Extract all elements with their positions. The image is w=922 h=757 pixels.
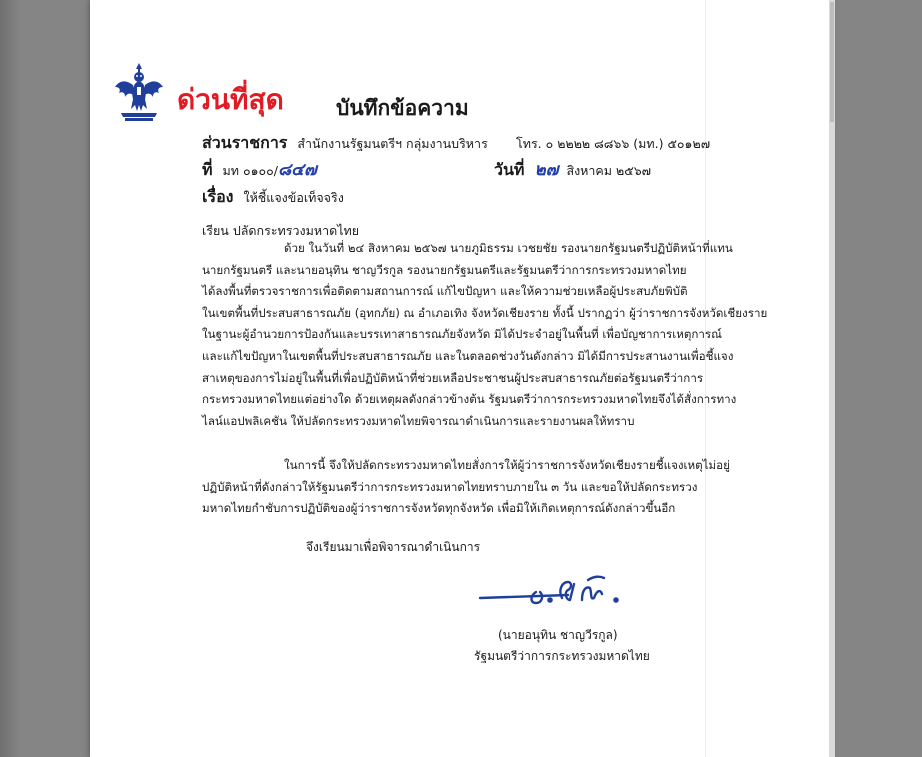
subject-value: ให้ชี้แจงข้อเท็จจริง <box>243 190 344 205</box>
agency-label: ส่วนราชการ <box>202 133 288 152</box>
paragraph-line: และแก้ไขปัญหาในเขตพื้นที่ประสบสาธารณภัย และในตลอดช่วงวันดังกล่าว มิได้มีการประสานงานเพื่อชี้แจง <box>202 348 734 363</box>
ref-row <box>202 156 317 183</box>
agency-value: สำนักงานรัฐมนตรีฯ กลุ่มงานบริหาร <box>297 136 488 151</box>
paragraph-line: กระทรวงมหาดไทยแต่อย่างใด ด้วยเหตุผลดังกล่าวข้างต้น รัฐมนตรีว่าการกระทรวงมหาดไทยจึงได้สั่งการทาง <box>202 392 737 407</box>
paragraph-line: ในการนี้ จึงให้ปลัดกระทรวงมหาดไทยสั่งการให้ผู้ว่าราชการจังหวัดเชียงรายชี้แจงเหตุไม่อยู่ <box>284 458 730 472</box>
subject-label: เรื่อง <box>202 187 234 206</box>
date-label: วันที่ <box>494 160 525 179</box>
paragraph-line: สาเหตุของการไม่อยู่ในพื้นที่เพื่อปฏิบัติหน้าที่ช่วยเหลือประชาชนผู้ประสบสาธารณภัยต่อรัฐมนตรีว่าการ <box>202 370 704 385</box>
paragraph-line: มหาดไทยกำชับการปฏิบัติของผู้ว่าราชการจังหวัดทุกจังหวัด เพื่อมิให้เกิดเหตุการณ์ดังกล่าวขึ้นอีก <box>202 501 676 516</box>
ref-label: ที่ <box>202 160 213 179</box>
paragraph-line: ในเขตพื้นที่ประสบสาธารณภัย (อุทกภัย) ณ อำเภอเทิง จังหวัดเชียงราย ทั้งนี้ ปรากฏว่า ผู้ว่าราชการจังหวัดเชียงราย <box>202 305 768 320</box>
paragraph-2 <box>202 455 730 520</box>
paragraph-line: ได้ลงพื้นที่ตรวจราชการเพื่อติดตามสถานการณ์ แก้ไขปัญหา และให้ความช่วยเหลือผู้ประสบภัยพิบัติ <box>202 284 688 299</box>
ref-number: ๘๔๗ <box>278 160 317 180</box>
date-row <box>494 156 651 183</box>
memo-title: บันทึกข้อความ <box>336 96 469 120</box>
urgency-stamp: ด่วนที่สุด <box>177 83 284 116</box>
vertical-scrollbar[interactable] <box>829 0 835 757</box>
paragraph-line: นายกรัฐมนตรี และนายอนุทิน ชาญวีรกูล รองนายกรัฐมนตรีและรัฐมนตรีว่าการกระทรวงมหาดไทย <box>202 262 687 277</box>
paragraph-line: ในฐานะผู้อำนวยการป้องกันและบรรเทาสาธารณภัยจังหวัด มิได้ประจำอยู่ในพื้นที่ เพื่อบัญชาการเหตุการณ์ <box>202 327 722 342</box>
handwritten-signature-icon <box>478 570 638 620</box>
subject-row <box>202 185 344 210</box>
signer-name: (นายอนุทิน ชาญวีรกูล) <box>498 628 618 642</box>
agency-row <box>202 131 488 156</box>
garuda-emblem-icon <box>113 61 165 123</box>
paragraph-1 <box>202 238 767 432</box>
salutation: เรียน ปลัดกระทรวงมหาดไทย <box>202 223 360 238</box>
date-month-year: สิงหาคม ๒๕๖๗ <box>566 163 652 178</box>
closing-line: จึงเรียนมาเพื่อพิจารณาดำเนินการ <box>306 540 481 554</box>
date-day: ๒๗ <box>534 160 559 180</box>
paragraph-line: ปฏิบัติหน้าที่ดังกล่าวให้รัฐมนตรีว่าการกระทรวงมหาดไทยทราบภายใน ๓ วัน และขอให้ปลัดกระทรวง <box>202 479 698 494</box>
signer-position: รัฐมนตรีว่าการกระทรวงมหาดไทย <box>474 649 650 663</box>
scrollbar-thumb[interactable] <box>830 2 834 122</box>
ref-prefix: มท ๐๑๐๐/ <box>222 163 279 178</box>
phone-number: โทร. ๐ ๒๒๒๒ ๘๘๖๖ (มท.) ๕๐๑๒๗ <box>516 136 711 151</box>
paragraph-line: ไลน์แอปพลิเคชัน ให้ปลัดกระทรวงมหาดไทยพิจารณาดำเนินการและรายงานผลให้ทราบ <box>202 413 635 428</box>
paragraph-line: ด้วย ในวันที่ ๒๔ สิงหาคม ๒๕๖๗ นายภูมิธรรม เวชยชัย รองนายกรัฐมนตรีปฏิบัติหน้าที่แทน <box>284 241 733 255</box>
